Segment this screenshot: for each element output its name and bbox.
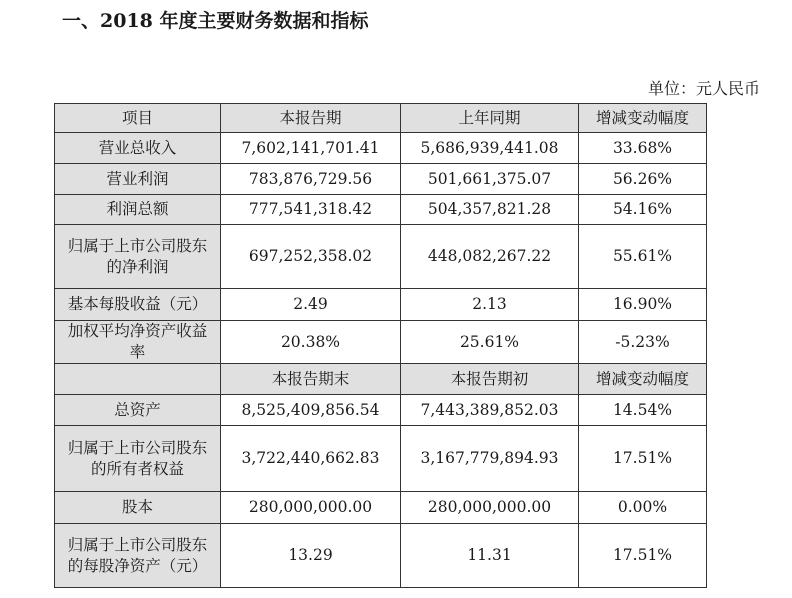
current-value: 13.29	[221, 524, 401, 588]
table-subheader-row	[55, 364, 707, 395]
row-label: 股本	[55, 492, 221, 524]
header-cell: 本报告期	[221, 104, 401, 133]
change-value: 16.90%	[579, 289, 707, 321]
row-label: 营业利润	[55, 164, 221, 195]
current-value: 3,722,440,662.83	[221, 426, 401, 492]
table-row	[55, 195, 707, 225]
current-value: 20.38%	[221, 321, 401, 364]
header-cell	[55, 364, 221, 395]
table-header-row	[55, 104, 707, 133]
header-cell: 增减变动幅度	[579, 364, 707, 395]
row-label: 利润总额	[55, 195, 221, 225]
change-value: 17.51%	[579, 426, 707, 492]
row-label: 归属于上市公司股东的每股净资产（元）	[55, 524, 221, 588]
previous-value: 280,000,000.00	[401, 492, 579, 524]
change-value: -5.23%	[579, 321, 707, 364]
table-row	[55, 321, 707, 364]
previous-value: 448,082,267.22	[401, 225, 579, 289]
header-cell: 本报告期末	[221, 364, 401, 395]
current-value: 777,541,318.42	[221, 195, 401, 225]
previous-value: 2.13	[401, 289, 579, 321]
change-value: 55.61%	[579, 225, 707, 289]
previous-value: 7,443,389,852.03	[401, 395, 579, 426]
change-value: 54.16%	[579, 195, 707, 225]
section-heading: 一、2018 年度主要财务数据和指标	[62, 10, 369, 32]
table-row	[55, 289, 707, 321]
financial-table	[54, 103, 707, 588]
table-row	[55, 492, 707, 524]
change-value: 17.51%	[579, 524, 707, 588]
current-value: 783,876,729.56	[221, 164, 401, 195]
unit-label: 单位：元人民币	[647, 79, 760, 98]
previous-value: 25.61%	[401, 321, 579, 364]
previous-value: 5,686,939,441.08	[401, 133, 579, 164]
row-label: 总资产	[55, 395, 221, 426]
current-value: 8,525,409,856.54	[221, 395, 401, 426]
previous-value: 504,357,821.28	[401, 195, 579, 225]
header-cell: 项目	[55, 104, 221, 133]
change-value: 0.00%	[579, 492, 707, 524]
change-value: 14.54%	[579, 395, 707, 426]
table-row	[55, 426, 707, 492]
current-value: 2.49	[221, 289, 401, 321]
table-row	[55, 164, 707, 195]
table-row	[55, 133, 707, 164]
row-label: 归属于上市公司股东的净利润	[55, 225, 221, 289]
previous-value: 501,661,375.07	[401, 164, 579, 195]
row-label: 基本每股收益（元）	[55, 289, 221, 321]
change-value: 33.68%	[579, 133, 707, 164]
table-row	[55, 395, 707, 426]
change-value: 56.26%	[579, 164, 707, 195]
table-row	[55, 225, 707, 289]
previous-value: 11.31	[401, 524, 579, 588]
header-cell: 本报告期初	[401, 364, 579, 395]
previous-value: 3,167,779,894.93	[401, 426, 579, 492]
table-row	[55, 524, 707, 588]
header-cell: 上年同期	[401, 104, 579, 133]
header-cell: 增减变动幅度	[579, 104, 707, 133]
current-value: 697,252,358.02	[221, 225, 401, 289]
row-label: 加权平均净资产收益率	[55, 321, 221, 364]
row-label: 营业总收入	[55, 133, 221, 164]
row-label: 归属于上市公司股东的所有者权益	[55, 426, 221, 492]
current-value: 280,000,000.00	[221, 492, 401, 524]
current-value: 7,602,141,701.41	[221, 133, 401, 164]
